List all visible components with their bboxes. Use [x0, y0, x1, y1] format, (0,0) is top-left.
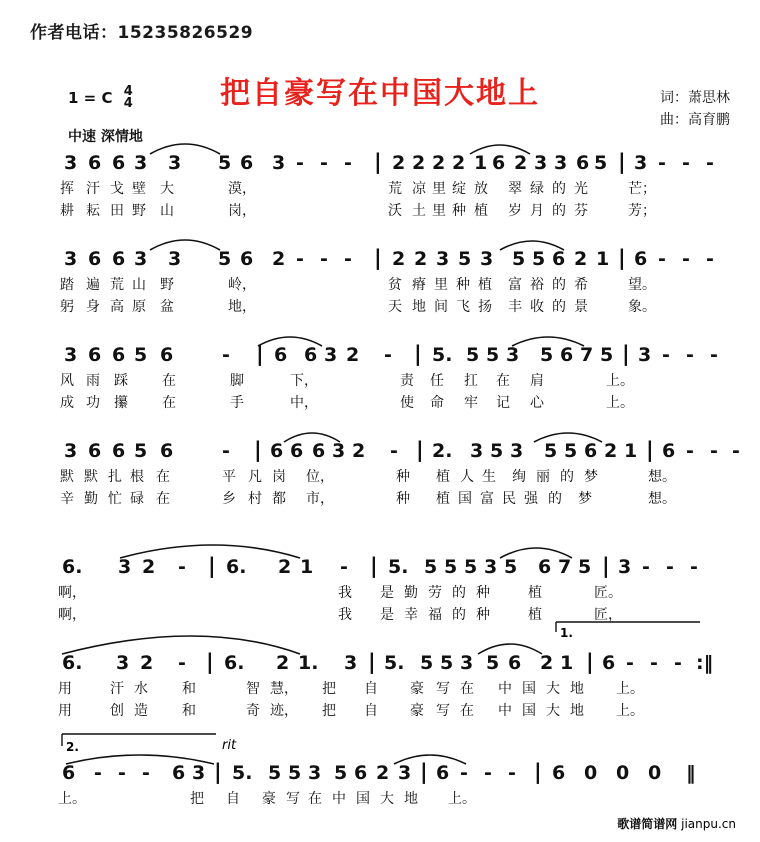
lyrics-row-4b: 辛 勤 忙 碌 在 乡 村 都 市， 种 植 国 富 民 强 的 梦 想。	[60, 491, 676, 507]
expression-rit: rit	[222, 738, 237, 753]
lyrics-row-3a: 风 雨 踩 在 脚 下， 责 任 扛 在 肩 上。	[60, 373, 634, 389]
lyrics-row-5a: 啊， 我 是 勤 劳 的 种 植 匠。	[58, 585, 622, 601]
key-signature	[68, 86, 133, 111]
music-system-7	[0, 738, 760, 810]
author-phone: 作者电话：15235826529	[30, 23, 254, 43]
music-system-4	[0, 440, 760, 510]
key-signature-text: 1 = C	[68, 88, 113, 107]
lyrics-row-1b: 耕 耘 田 野 山 岗， 沃 土 里 种 植 岁 月 的 芬 芳；	[60, 203, 656, 219]
lyrics-row-5b: 啊， 我 是 幸 福 的 种 植 匠，	[58, 607, 622, 623]
notes-row-4: 3 6 6 5 6 - | 6 6 6 3 2 - | 2. 3 5 3 5 5 6 2 1 | 6 - - -	[64, 438, 740, 462]
watermark-text: 歌谱简谱网	[617, 817, 678, 831]
notes-row-5: 6. 3 2 - | 6. 2 1 - | 5. 5 5 5 3 5 6 7 5 | 3 - - -	[62, 554, 698, 578]
lyrics-row-2a: 踏 遍 荒 山 野 岭， 贫 瘠 里 种 植 富 裕 的 希 望。	[60, 277, 656, 293]
lyrics-row-7a: 上。 把 自 豪 写 在 中 国 大 地 上。	[58, 791, 476, 807]
notes-row-2: 3 6 6 3 3 5 6 2 - - - | 2 2 3 5 3 5 5 6 2 1 | 6 - - -	[64, 246, 714, 270]
lyrics-row-3b: 成 功 攥 在 手 中， 使 命 牢 记 心 上。	[60, 395, 634, 411]
watermark	[617, 815, 736, 832]
lyricist-credit: 词：萧思林	[660, 90, 730, 106]
music-system-2	[0, 248, 760, 318]
notes-row-1: 3 6 6 3 3 5 6 3 - - - | 2 2 2 2 1 6 2 3 3 6 5 | 3 - - -	[64, 150, 714, 174]
watermark-site: jianpu.cn	[681, 817, 736, 831]
music-system-1	[0, 152, 760, 222]
music-system-5	[0, 556, 760, 626]
lyrics-row-4a: 默 默 扎 根 在 平 凡 岗 位， 种 植 人 生 绚 丽 的 梦 想。	[60, 469, 676, 485]
lyrics-row-6a: 用 汗 水 和 智 慧， 把 自 豪 写 在 中 国 大 地 上。	[58, 681, 644, 697]
notes-row-3: 3 6 6 5 6 - | 6 6 3 2 - | 5. 5 5 3 5 6 7 5 | 3 - - -	[64, 342, 718, 366]
lyrics-row-1a: 挥 汗 戈 壁 大 漠， 荒 凉 里 绽 放 翠 绿 的 光 芒；	[60, 181, 656, 197]
volta-1-label: 1.	[560, 626, 573, 640]
lyrics-row-6b: 用 创 造 和 奇 迹， 把 自 豪 写 在 中 国 大 地 上。	[58, 703, 644, 719]
volta-2-label: 2.	[66, 740, 79, 754]
time-signature-bottom: 4	[123, 96, 133, 112]
music-system-3	[0, 344, 760, 414]
music-system-6	[0, 626, 760, 722]
composer-credit: 曲：高育鹏	[660, 111, 730, 128]
time-signature	[124, 86, 133, 111]
tempo-marking: 中速 深情地	[68, 129, 143, 145]
lyrics-row-2b: 躬 身 高 原 盆 地， 天 地 间 飞 扬 丰 收 的 景 象。	[60, 299, 656, 315]
song-title: 把自豪写在中国大地上	[220, 76, 540, 111]
notes-row-6: 6. 3 2 - | 6. 2 1. 3 | 5. 5 5 3 5 6 2 1 | 6 - - - :‖	[62, 650, 714, 674]
notes-row-7: 6 - - - 6 3 | 5. 5 5 3 5 6 2 3 | 6 - - - | 6 0 0 0 ‖	[62, 760, 696, 784]
time-signature-top: 4	[123, 84, 133, 99]
credits	[660, 88, 730, 131]
